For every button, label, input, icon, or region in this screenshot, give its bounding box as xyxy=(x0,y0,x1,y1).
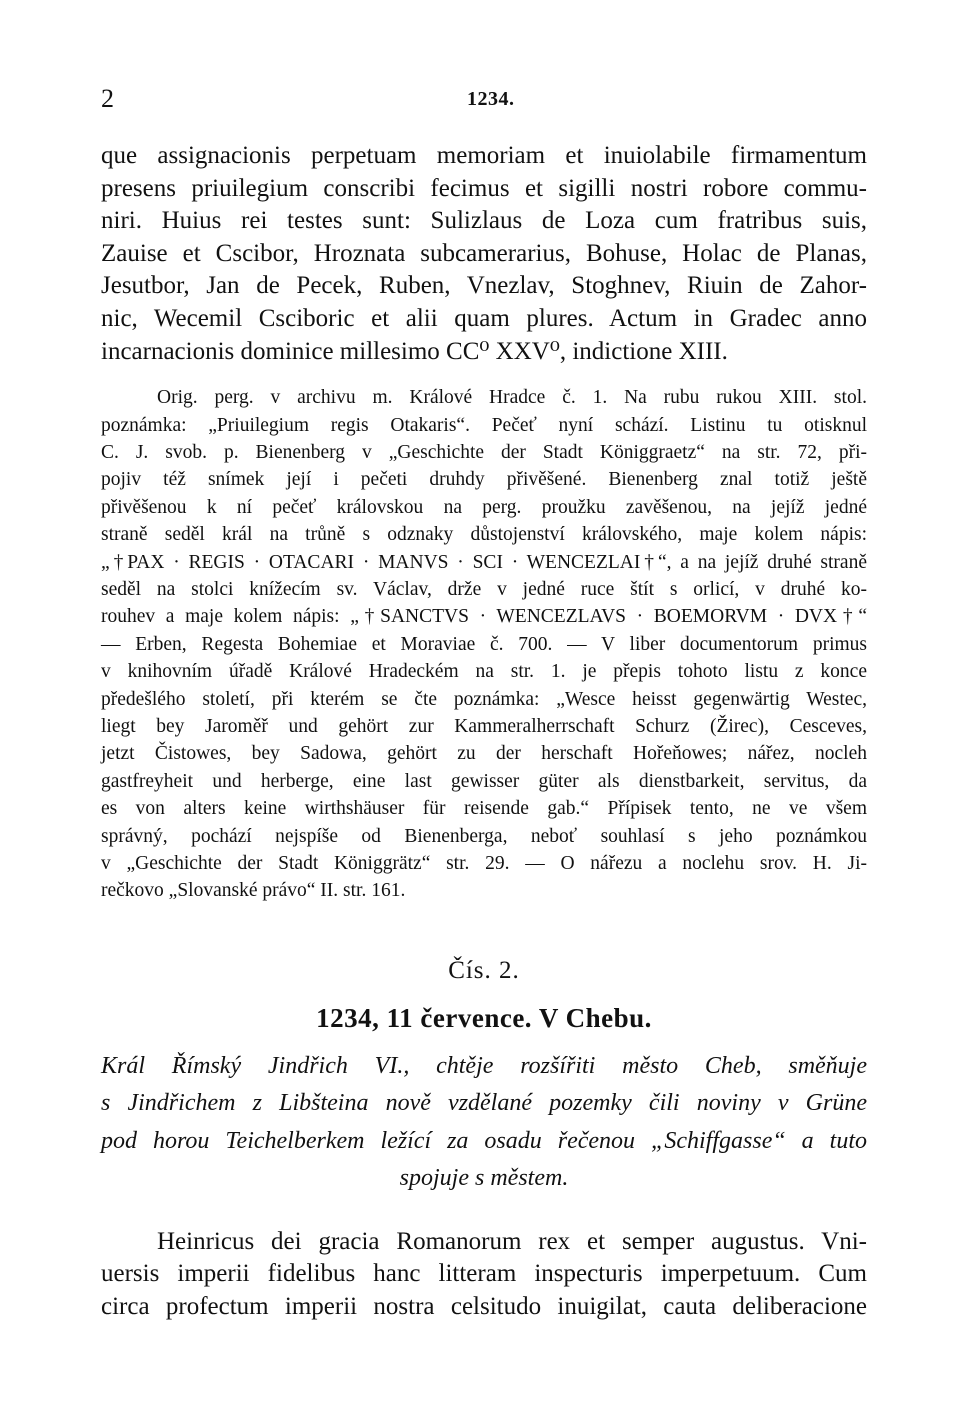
charter-line: uersis imperii fidelibus hanc litteram inspecturis imperpetuum. Cum xyxy=(101,1260,867,1288)
regest-line: pod horou Teichelberkem ležící za osadu řečenou „Schiffgasse“ a tuto xyxy=(101,1127,867,1154)
note-line: přivěšenou k ní pečeť královskou na perg. proužku zavěšenou, na jejíž jedné xyxy=(101,496,867,518)
regest-line: spojuje s městem. xyxy=(399,1165,569,1192)
book-page xyxy=(101,78,867,1324)
regest-line: s Jindřichem z Libšteina nově vzdělané pozemky čili noviny v Grüne xyxy=(101,1090,867,1117)
note-line: správný, pochází nejspíše od Bienenberga, neboť souhlasí s jeho poznámkou xyxy=(101,825,867,847)
text-line: Jesutbor, Jan de Pecek, Ruben, Vnezlav, Stoghnev, Riuin de Zahor- xyxy=(101,272,867,300)
note-line: rečkovo „Slovanské právo“ II. str. 161. xyxy=(101,880,406,902)
note-line: v „Geschichte der Stadt Königgrätz“ str. 29. — O nářezu a noclehu srov. H. Ji- xyxy=(101,853,867,875)
text-line: presens priuilegium conscribi fecimus et sigilli nostri robore commu- xyxy=(101,174,867,202)
note-line: seděl na stolci knížecím sv. Václav, drže v jedné ruce štít s orlicí, v druhé ko- xyxy=(101,579,867,600)
document-number: Čís. 2. xyxy=(448,956,520,984)
editorial-note xyxy=(101,384,867,905)
running-year: 1234. xyxy=(467,88,515,110)
note-line: C. J. svob. p. Bienenberg v „Geschichte der Stadt Königgraetz“ na str. 72, při- xyxy=(101,441,867,463)
note-line: straně seděl král na trůně s odznaky důstojenství královského, maje kolem nápis: xyxy=(101,524,867,546)
note-line: liegt bey Jaroměř und gehört zur Kammeralherrschaft Schurz (Žirec), Cesceves, xyxy=(101,716,867,738)
note-line: gastfreyheit und herberge, eine last gewisser güter als dienstbarkeit, servitus, da xyxy=(101,770,867,792)
text-line: que assignacionis perpetuam memoriam et inuiolabile firmamentum xyxy=(101,142,867,169)
charter-line: Heinricus dei gracia Romanorum rex et semper augustus. Vni- xyxy=(157,1227,867,1255)
note-line: — Erben, Regesta Bohemiae et Moraviae č. 700. — V liber documentorum primus xyxy=(101,633,867,655)
charter-continuation xyxy=(101,140,867,368)
page-number: 2 xyxy=(101,84,114,113)
text-line: nic, Wecemil Csciboric et alii quam plures. Actum in Gradec anno xyxy=(101,304,867,332)
note-line: „†PAX · REGIS · OTACARI · MANVS · SCI · WENCEZLAI†“, a na jejíž druhé straně xyxy=(101,551,867,573)
charter-text xyxy=(101,1226,867,1324)
note-line: poznámka: „Priuilegium regis Otakaris“. Pečeť nyní schází. Listinu tu otisknul xyxy=(101,414,867,436)
note-line: pojiv též snímek její i pečeti druhdy přivěšené. Bienenberg znal totiž ještě xyxy=(101,469,867,491)
running-head xyxy=(101,78,867,118)
note-line: rouhev a maje kolem nápis: „†SANCTVS · WENCEZLAVS · BOEMORVM · DVX†“ xyxy=(101,606,867,628)
note-line: v knihovním úřadě Králové Hradeckém na str. 1. je přepis tohoto listu z konce xyxy=(101,661,867,683)
charter-line: circa profectum imperii nostra celsitudo inuigilat, cauta deliberacione xyxy=(101,1293,867,1321)
note-line: Orig. perg. v archivu m. Králové Hradce č. 1. Na rubu rukou XIII. stol. xyxy=(157,387,867,409)
regest-line: Král Římský Jindřich VI., chtěje rozšířiti město Cheb, směňuje xyxy=(101,1052,867,1079)
text-line: Zauise et Cscibor, Hroznata subcamerarius, Bohuse, Holac de Planas, xyxy=(101,239,867,267)
note-line: es von alters keine wirthshäuser für reisende gab.“ Přípisek tento, ne ve všem xyxy=(101,798,867,820)
note-line: jetzt Čistowes, bey Sadowa, gehört zu der herschaft Hořeňowes; nářez, nocleh xyxy=(101,743,867,765)
text-line: niri. Huius rei testes sunt: Sulizlaus de Loza cum fratribus suis, xyxy=(101,207,867,235)
regest-summary xyxy=(101,1048,867,1198)
document-date-place: 1234, 11 července. V Chebu. xyxy=(316,1002,652,1033)
text-line: incarnacionis dominice millesimo CC⁰ XXV⁰, indictione XIII. xyxy=(101,337,728,365)
note-line: předešlého století, při kterém se čte poznámka: „Wesce heisst gegenwärtig Westec, xyxy=(101,688,867,710)
